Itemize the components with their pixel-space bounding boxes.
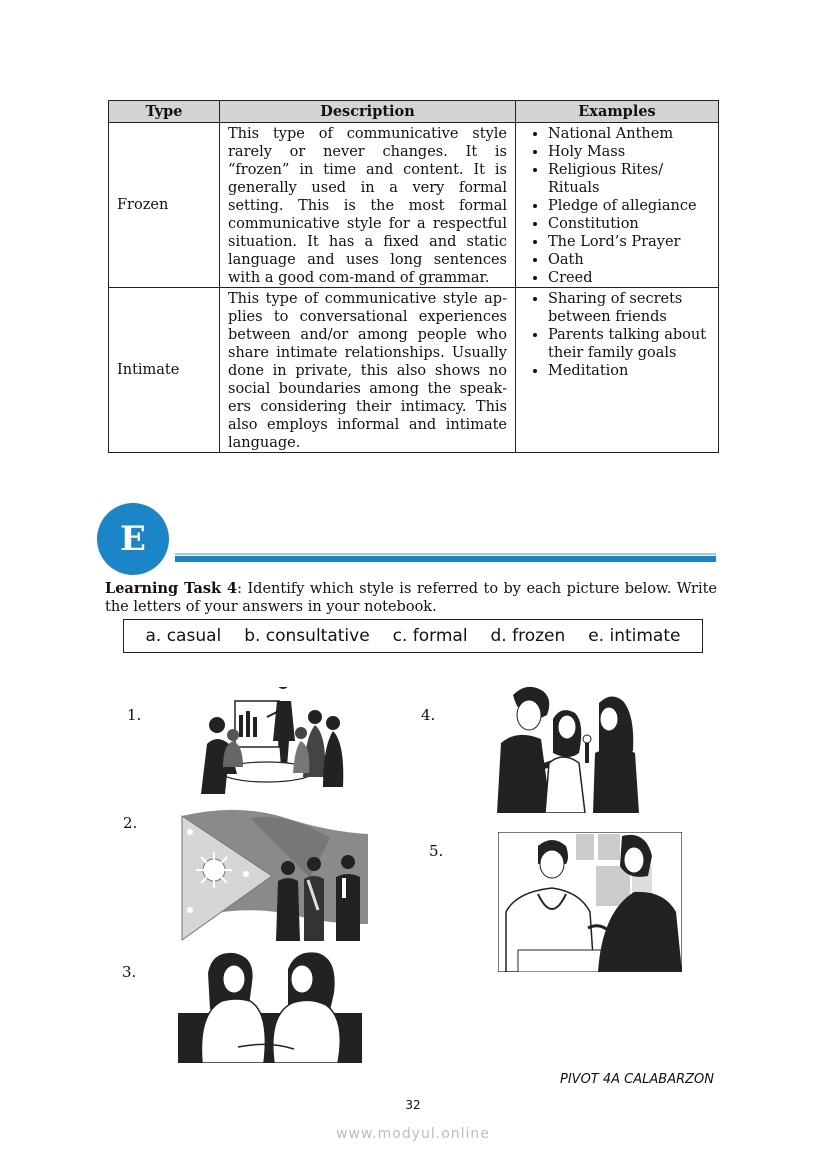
header-type: Type	[109, 101, 220, 123]
task-label: Learning Task 4	[105, 580, 238, 597]
picture-number-1: 1.	[127, 706, 142, 724]
picture-number-5: 5.	[429, 842, 444, 860]
page-number: 32	[405, 1098, 421, 1112]
table-row	[109, 288, 719, 453]
example-item: • Creed	[548, 269, 714, 287]
example-item: • Religious Rites/ Rituals	[548, 161, 714, 197]
choice-e: e. intimate	[588, 626, 681, 646]
communicative-styles-table	[108, 100, 719, 453]
watermark: www.modyul.online	[336, 1126, 490, 1142]
flag-ceremony-illustration	[180, 808, 370, 941]
examples-cell	[516, 123, 719, 288]
example-item: • National Anthem	[548, 125, 714, 143]
examples-cell	[516, 288, 719, 453]
task-text: : Identify which style is referred to by each picture below. Write the letters of your answers in your notebook.	[105, 581, 717, 615]
task-instructions	[105, 580, 717, 616]
header-examples: Examples	[516, 101, 719, 123]
header-description: Description	[220, 101, 516, 123]
examples-list	[520, 290, 714, 380]
example-item: • The Lord’s Prayer	[548, 233, 714, 251]
description-cell: This type of communicative style ap-plies to conversational experiences between and/or among people who share intimate relationships. Usually done in private, this also shows no social boundaries among the speak-ers considering their intimacy. This also employs informal and intimate language.	[220, 288, 516, 453]
choice-d: d. frozen	[490, 626, 566, 646]
example-item: • Sharing of secrets between friends	[548, 290, 714, 326]
friends-singing-karaoke-illustration	[495, 685, 645, 813]
business-meeting-illustration	[195, 687, 345, 794]
table-row	[109, 123, 719, 288]
choice-b: b. consultative	[244, 626, 370, 646]
examples-list	[520, 125, 714, 287]
type-cell: Frozen	[109, 123, 220, 288]
table-header-row	[109, 101, 719, 123]
example-item: • Meditation	[548, 362, 714, 380]
answer-choices-box	[123, 619, 703, 653]
example-item: • Pledge of allegiance	[548, 197, 714, 215]
section-e-badge: E	[97, 503, 169, 575]
footer-label: PIVOT 4A CALABARZON	[560, 1072, 714, 1087]
section-divider-highlight	[175, 553, 716, 555]
choice-c: c. formal	[392, 626, 468, 646]
example-item: • Oath	[548, 251, 714, 269]
picture-number-2: 2.	[123, 814, 138, 832]
two-women-talking-illustration	[178, 951, 362, 1063]
section-divider	[175, 556, 716, 562]
picture-number-3: 3.	[122, 963, 137, 981]
picture-number-4: 4.	[421, 706, 436, 724]
description-cell: This type of communicative style rarely or never changes. It is “frozen” in time and content. It is generally used in a very formal setting. This is the most formal communicative style for a respectful situation. It has a fixed and static language and uses long sentences with a good com-mand of grammar.	[220, 123, 516, 288]
type-cell: Intimate	[109, 288, 220, 453]
example-item: • Holy Mass	[548, 143, 714, 161]
example-item: • Constitution	[548, 215, 714, 233]
doctor-patient-consultation-illustration	[498, 832, 682, 972]
choice-a: a. casual	[145, 626, 222, 646]
example-item: • Parents talking about their family goals	[548, 326, 714, 362]
